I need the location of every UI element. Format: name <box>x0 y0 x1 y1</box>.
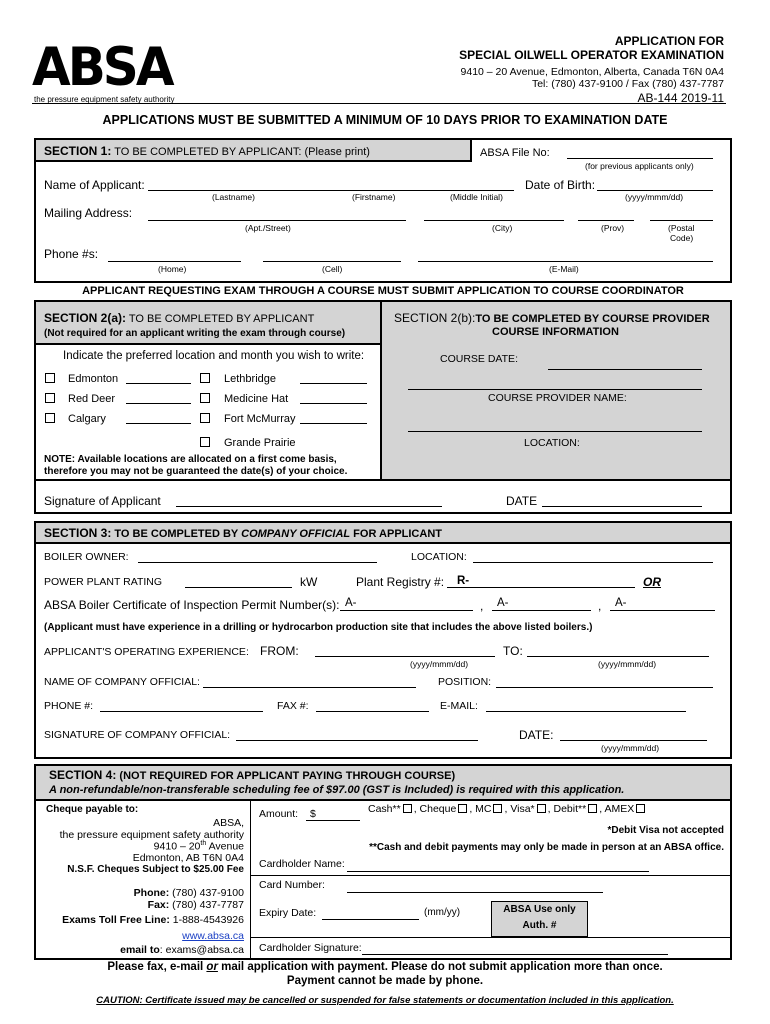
certificate-permit-label: ABSA Boiler Certificate of Inspection Permit Number(s): <box>44 598 340 612</box>
permit-number-field-2[interactable] <box>492 610 591 611</box>
power-plant-rating-label: POWER PLANT RATING <box>44 576 163 588</box>
section-3-box <box>34 521 732 759</box>
official-phone-field[interactable] <box>100 711 263 712</box>
cardholder-signature-label: Cardholder Signature: <box>259 942 362 954</box>
payee-fax <box>148 899 244 911</box>
to-date-hint: (yyyy/mmm/dd) <box>598 659 657 669</box>
official-fax-field[interactable] <box>316 711 429 712</box>
checkbox-debit[interactable] <box>588 804 597 813</box>
dob-field[interactable] <box>597 190 713 191</box>
section-2a-subtitle: (Not required for an applicant writing the exam through course) <box>44 328 346 339</box>
exam-email-label: email to <box>120 944 160 956</box>
city-hint: (City) <box>492 223 513 233</box>
submission-instructions-a: Please fax, e-mail <box>107 961 207 973</box>
expiry-format-hint: (mm/yy) <box>424 907 461 918</box>
from-date-hint: (yyyy/mmm/dd) <box>410 659 469 669</box>
mailing-postal-field[interactable] <box>650 220 713 221</box>
payee-address <box>154 840 244 853</box>
lastname-hint: (Lastname) <box>212 192 255 202</box>
phone-label: Phone #s: <box>44 247 99 261</box>
payee-fax-value: (780) 437-7787 <box>169 899 244 911</box>
submission-instructions-or: or <box>206 961 218 973</box>
section-1-header-divider <box>470 140 472 160</box>
section-1-label: SECTION 1: <box>44 144 112 158</box>
header-tel: Tel: (780) 437-9100 / Fax (780) 437-7787 <box>531 78 724 90</box>
mailing-street-field[interactable] <box>148 220 406 221</box>
amount-field[interactable] <box>306 820 360 821</box>
applicant-date-field[interactable] <box>542 506 702 507</box>
expiry-date-label: Expiry Date: <box>259 907 317 919</box>
checkbox-visa[interactable] <box>537 804 546 813</box>
middle-initial-hint: (Middle Initial) <box>450 192 503 202</box>
section-4-title-text: (NOT REQUIRED FOR APPLICANT PAYING THROUGH COURSE) <box>116 770 456 782</box>
medicine-hat-month-field[interactable] <box>300 403 367 404</box>
boiler-location-field[interactable] <box>473 562 713 563</box>
payee-phone-label: Phone: <box>133 887 170 899</box>
header-address: 9410 – 20 Avenue, Edmonton, Alberta, Canada T6N 0A4 <box>460 66 724 78</box>
official-date-field[interactable] <box>560 740 707 741</box>
or-label: OR <box>643 575 661 589</box>
course-information-heading: COURSE INFORMATION <box>492 326 619 338</box>
section-3-title-text: TO BE COMPLETED BY <box>111 528 242 540</box>
dob-format-hint: (yyyy/mmm/dd) <box>625 192 684 202</box>
edmonton-month-field[interactable] <box>126 383 191 384</box>
location-edmonton: Edmonton <box>68 373 119 385</box>
home-hint: (Home) <box>158 264 187 274</box>
permit-number-field-1[interactable] <box>340 610 473 611</box>
card-number-label: Card Number: <box>259 879 325 891</box>
nsf-fee-notice: N.S.F. Cheques Subject to $25.00 Fee <box>67 864 244 875</box>
location-calgary: Calgary <box>68 413 106 425</box>
payee-authority: the pressure equipment safety authority <box>59 829 244 841</box>
payee-fax-label: Fax: <box>147 899 170 911</box>
course-coordinator-notice: APPLICANT REQUESTING EXAM THROUGH A COURSE MUST SUBMIT APPLICATION TO COURSE COORDINATOR <box>82 285 684 297</box>
absa-use-only-label: ABSA Use only <box>503 904 576 915</box>
caution-notice: CAUTION: Certificate issued may be cancelled or suspended for false statements or documentation included in this application. <box>96 995 674 1006</box>
location-fort-mcmurray: Fort McMurray <box>224 413 296 425</box>
plant-registry-label: Plant Registry #: <box>356 575 445 589</box>
course-provider-label: COURSE PROVIDER NAME: <box>488 392 627 404</box>
official-signature-label: SIGNATURE OF COMPANY OFFICIAL: <box>44 729 231 741</box>
absa-website-link[interactable]: www.absa.ca <box>182 930 244 942</box>
exams-toll-free-label: Exams Toll Free Line: <box>62 914 170 926</box>
amex-label: , AMEX <box>599 803 635 815</box>
section-3-title <box>44 526 442 540</box>
permit-comma-2: , <box>598 599 602 613</box>
section-1-title <box>44 144 370 158</box>
official-date-label: DATE: <box>519 728 554 742</box>
firstname-hint: (Firstname) <box>352 192 396 202</box>
permit-comma-1: , <box>480 599 484 613</box>
logo-text: ABSA <box>32 36 172 98</box>
preferred-location-instruction: Indicate the preferred location and month you wish to write: <box>63 350 365 362</box>
official-name-label: NAME OF COMPANY OFFICIAL: <box>44 676 200 688</box>
checkbox-edmonton[interactable] <box>45 373 55 383</box>
street-hint: (Apt./Street) <box>245 223 291 233</box>
section-2a-label: SECTION 2(a): <box>44 311 127 325</box>
location-medicine-hat: Medicine Hat <box>224 393 289 405</box>
mailing-city-field[interactable] <box>424 220 564 221</box>
absa-file-no-field[interactable] <box>567 158 713 159</box>
official-name-field[interactable] <box>203 687 416 688</box>
course-date-field-2[interactable] <box>408 389 702 390</box>
file-no-note: (for previous applicants only) <box>585 161 694 171</box>
section-2b-title-text: TO BE COMPLETED BY COURSE PROVIDER <box>475 313 710 325</box>
section-2-bottom-rule <box>36 479 730 481</box>
scheduling-fee-notice: A non-refundable/non-transferable scheduling fee of $97.00 (GST is Included) is required with this application. <box>49 784 625 796</box>
section-2b-label: SECTION 2(b): <box>394 311 476 325</box>
checkbox-calgary[interactable] <box>45 413 55 423</box>
section-1-header-underline <box>36 160 472 162</box>
section-2b-title <box>394 311 710 325</box>
cardholder-name-label: Cardholder Name: <box>259 858 345 870</box>
cheque-label: , Cheque <box>413 803 457 815</box>
signature-applicant-field[interactable] <box>176 506 442 507</box>
checkbox-fort-mcmurray[interactable] <box>200 413 210 423</box>
expiry-date-field[interactable] <box>322 919 419 920</box>
course-date-label: COURSE DATE: <box>440 353 518 365</box>
absa-file-no-label: ABSA File No: <box>480 147 550 159</box>
logo-tagline: the pressure equipment safety authority <box>34 95 175 104</box>
exams-toll-free <box>62 914 244 926</box>
power-plant-rating-field[interactable] <box>185 587 292 588</box>
mailing-address-label: Mailing Address: <box>44 206 133 220</box>
mc-label: , MC <box>469 803 492 815</box>
section-4-label: SECTION 4: <box>49 768 117 782</box>
payment-methods <box>368 803 647 815</box>
official-email-label: E-MAIL: <box>440 700 478 712</box>
card-number-field[interactable] <box>347 892 603 893</box>
cheque-payable-label: Cheque payable to: <box>46 804 139 815</box>
exams-toll-free-value: 1-888-4543926 <box>169 914 244 926</box>
permit-a-prefix-2: A- <box>497 597 509 609</box>
experience-requirement-note: (Applicant must have experience in a drilling or hydrocarbon production site that includes the above listed boilers.) <box>44 622 593 633</box>
section-1-title-text: TO BE COMPLETED BY APPLICANT: (Please print) <box>111 146 370 158</box>
auth-number-label: Auth. # <box>522 920 557 931</box>
absa-logo <box>32 36 192 104</box>
checkbox-amex[interactable] <box>636 804 645 813</box>
phone-cell-field[interactable] <box>263 261 401 262</box>
no-phone-payment-notice: Payment cannot be made by phone. <box>286 975 484 987</box>
postal-hint-1: (Postal <box>668 223 695 233</box>
position-field[interactable] <box>496 687 713 688</box>
form-title-2: SPECIAL OILWELL OPERATOR EXAMINATION <box>459 48 724 62</box>
registry-r-prefix: R- <box>457 575 470 587</box>
experience-from-field[interactable] <box>315 656 495 657</box>
visa-label: , Visa* <box>504 803 535 815</box>
checkbox-mc[interactable] <box>493 804 502 813</box>
payee-absa: ABSA, <box>213 817 244 829</box>
calgary-month-field[interactable] <box>126 423 191 424</box>
submission-instructions <box>0 961 770 973</box>
checkbox-medicine-hat[interactable] <box>200 393 210 403</box>
applicant-date-label: DATE <box>506 494 538 508</box>
debit-label: , Debit** <box>547 803 587 815</box>
prov-hint: (Prov) <box>601 223 625 233</box>
official-signature-field[interactable] <box>236 740 478 741</box>
checkbox-cash[interactable] <box>403 804 412 813</box>
form-number: AB-144 2019-11 <box>637 91 724 105</box>
permit-a-prefix-3: A- <box>615 597 627 609</box>
experience-to-label: TO: <box>503 644 523 658</box>
official-fax-label: FAX #: <box>277 700 309 712</box>
experience-from-label: FROM: <box>260 644 299 658</box>
signature-applicant-label: Signature of Applicant <box>44 494 161 508</box>
course-provider-field[interactable] <box>408 431 702 432</box>
permit-a-prefix-1: A- <box>345 597 357 609</box>
amount-dollar-sign: $ <box>310 808 316 820</box>
dob-label: Date of Birth: <box>525 178 596 192</box>
official-email-field[interactable] <box>486 711 686 712</box>
allocation-note-1: NOTE: Available locations are allocated on a first come basis, <box>44 454 337 465</box>
section-3-title-end: FOR APPLICANT <box>350 528 442 540</box>
course-location-label: LOCATION: <box>524 437 580 449</box>
location-red-deer: Red Deer <box>68 393 116 405</box>
email-field[interactable] <box>418 261 713 262</box>
section-4-left-divider <box>250 801 251 958</box>
auth-divider <box>251 937 730 938</box>
allocation-note-2: therefore you may not be guaranteed the date(s) of your choice. <box>44 466 348 477</box>
section-3-label: SECTION 3: <box>44 526 112 540</box>
fort-mcmurray-month-field[interactable] <box>300 423 367 424</box>
location-grande-prairie: Grande Prairie <box>224 437 296 449</box>
payee-phone-value: (780) 437-9100 <box>169 887 244 899</box>
payee-address-suffix: th <box>200 840 207 847</box>
submission-notice: APPLICATIONS MUST BE SUBMITTED A MINIMUM OF 10 DAYS PRIOR TO EXAMINATION DATE <box>102 113 668 127</box>
exam-email-value: : exams@absa.ca <box>159 944 244 956</box>
operating-experience-label: APPLICANT'S OPERATING EXPERIENCE: <box>44 646 249 658</box>
payee-address-street: 9410 – 20 <box>153 840 201 853</box>
section-2a-title <box>44 311 314 325</box>
email-hint: (E-Mail) <box>549 264 579 274</box>
boiler-owner-label: BOILER OWNER: <box>44 551 129 563</box>
official-date-hint: (yyyy/mmm/dd) <box>601 743 660 753</box>
submission-instructions-b: mail application with payment. Please do not submit application more than once. <box>217 961 663 973</box>
header-rule <box>32 103 726 104</box>
payee-city: Edmonton, AB T6N 0A4 <box>132 852 244 864</box>
payee-address-avenue: Avenue <box>206 840 244 853</box>
cash-debit-notice: **Cash and debit payments may only be made in person at an ABSA office. <box>369 842 724 853</box>
checkbox-cheque[interactable] <box>458 804 467 813</box>
checkbox-lethbridge[interactable] <box>200 373 210 383</box>
checkbox-grande-prairie[interactable] <box>200 437 210 447</box>
experience-to-field[interactable] <box>527 656 709 657</box>
position-label: POSITION: <box>438 676 492 688</box>
boiler-owner-field[interactable] <box>138 562 377 563</box>
postal-hint-2: Code) <box>670 233 694 243</box>
kw-unit: kW <box>300 575 318 589</box>
section-2a-header-underline <box>36 343 380 345</box>
card-divider <box>251 875 730 876</box>
red-deer-month-field[interactable] <box>126 403 191 404</box>
exam-email <box>120 944 244 956</box>
applicant-name-label: Name of Applicant: <box>44 178 145 192</box>
section-3-title-company: COMPANY OFFICIAL <box>241 528 351 540</box>
official-phone-label: PHONE #: <box>44 700 94 712</box>
section-4-header-underline <box>36 799 730 801</box>
form-title-1: APPLICATION FOR <box>614 34 724 48</box>
payee-phone <box>134 887 244 899</box>
cell-hint: (Cell) <box>322 264 343 274</box>
plant-registry-field[interactable] <box>447 587 635 588</box>
phone-home-field[interactable] <box>108 261 241 262</box>
course-date-field[interactable] <box>548 369 702 370</box>
cash-label: Cash** <box>368 803 401 815</box>
checkbox-red-deer[interactable] <box>45 393 55 403</box>
cardholder-signature-field[interactable] <box>362 954 668 955</box>
cardholder-name-field[interactable] <box>347 871 649 872</box>
location-lethbridge: Lethbridge <box>224 373 276 385</box>
applicant-name-field[interactable] <box>148 190 514 191</box>
lethbridge-month-field[interactable] <box>300 383 367 384</box>
boiler-location-label: LOCATION: <box>411 551 467 563</box>
amount-label: Amount: <box>259 808 299 820</box>
debit-visa-notice: *Debit Visa not accepted <box>607 825 724 836</box>
section-2a-title-text: TO BE COMPLETED BY APPLICANT <box>126 313 315 325</box>
section-4-title <box>49 768 455 782</box>
permit-number-field-3[interactable] <box>610 610 715 611</box>
mailing-prov-field[interactable] <box>578 220 634 221</box>
section-3-header-underline <box>36 542 730 544</box>
